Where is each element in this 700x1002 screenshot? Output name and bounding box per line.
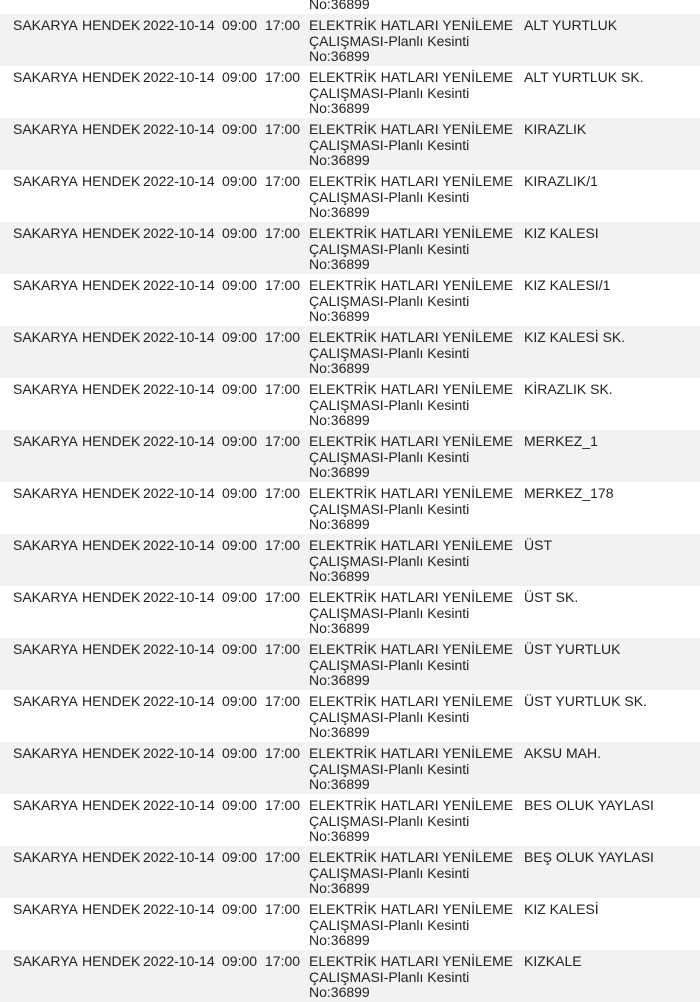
end-time-cell: 17:00 — [265, 953, 301, 969]
reason-line-1: ELEKTRİK HATLARI YENİLEME — [309, 121, 514, 137]
table-row — [0, 534, 700, 586]
date-cell: 2022-10-14 — [143, 17, 215, 33]
end-time-cell: 17:00 — [265, 849, 301, 865]
end-time-cell: 17:00 — [265, 641, 301, 657]
reason-line-2: ÇALIŞMASI-Planlı Kesinti — [309, 136, 470, 153]
location-cell: ÜST SK. — [524, 589, 579, 605]
location-cell: ÜST YURTLUK SK. — [524, 693, 647, 709]
start-time-cell: 09:00 — [222, 69, 258, 85]
province-cell: SAKARYA — [13, 277, 78, 293]
reason-line-2: ÇALIŞMASI-Planlı Kesinti — [309, 84, 470, 101]
end-time-cell: 17:00 — [265, 589, 301, 605]
province-cell: SAKARYA — [13, 329, 78, 345]
reason-line-2: ÇALIŞMASI-Planlı Kesinti — [309, 916, 470, 933]
reason-line-3: No:36899 — [309, 360, 370, 377]
province-cell: SAKARYA — [13, 589, 78, 605]
reason-line-3: No:36899 — [309, 828, 370, 845]
district-cell: HENDEK — [82, 17, 141, 33]
reason-cell — [309, 0, 514, 13]
table-row — [0, 898, 700, 950]
end-time-cell: 17:00 — [265, 537, 301, 553]
table-row — [0, 586, 700, 638]
location-cell: MERKEZ_1 — [524, 433, 598, 449]
reason-line-3: No:36899 — [309, 620, 370, 637]
reason-line-2: ÇALIŞMASI-Planlı Kesinti — [309, 656, 470, 673]
district-cell: HENDEK — [82, 797, 141, 813]
reason-line-1: ELEKTRİK HATLARI YENİLEME — [309, 277, 514, 293]
reason-line-2: ÇALIŞMASI-Planlı Kesinti — [309, 760, 470, 777]
location-cell: KIZ KALESI/1 — [524, 277, 611, 293]
reason-line-1: ELEKTRİK HATLARI YENİLEME — [309, 641, 514, 657]
reason-cell — [309, 798, 514, 845]
reason-cell — [309, 538, 514, 585]
reason-line-2: ÇALIŞMASI-Planlı Kesinti — [309, 344, 470, 361]
reason-line-3: No:36899 — [309, 48, 370, 65]
date-cell: 2022-10-14 — [143, 693, 215, 709]
start-time-cell: 09:00 — [222, 433, 258, 449]
reason-cell — [309, 278, 514, 325]
location-cell: KIZKALE — [524, 953, 582, 969]
province-cell: SAKARYA — [13, 537, 78, 553]
start-time-cell: 09:00 — [222, 745, 258, 761]
location-cell: KİRAZLIK SK. — [524, 381, 613, 397]
reason-line-1: ELEKTRİK HATLARI YENİLEME — [309, 225, 514, 241]
reason-cell — [309, 746, 514, 793]
date-cell: 2022-10-14 — [143, 953, 215, 969]
reason-line-3: No:36899 — [309, 152, 370, 169]
province-cell: SAKARYA — [13, 797, 78, 813]
reason-cell — [309, 850, 514, 897]
province-cell: SAKARYA — [13, 849, 78, 865]
location-cell: KIZ KALESI — [524, 225, 599, 241]
province-cell: SAKARYA — [13, 745, 78, 761]
table-row-partial — [0, 0, 700, 14]
start-time-cell: 09:00 — [222, 797, 258, 813]
reason-line-1: ELEKTRİK HATLARI YENİLEME — [309, 745, 514, 761]
location-cell: MERKEZ_178 — [524, 485, 614, 501]
reason-cell — [309, 486, 514, 533]
end-time-cell: 17:00 — [265, 901, 301, 917]
reason-line-2: ÇALIŞMASI-Planlı Kesinti — [309, 240, 470, 257]
reason-cell — [309, 330, 514, 377]
district-cell: HENDEK — [82, 641, 141, 657]
table-row — [0, 222, 700, 274]
reason-line-2: ÇALIŞMASI-Planlı Kesinti — [309, 292, 470, 309]
reason-line-2: ÇALIŞMASI-Planlı Kesinti — [309, 32, 470, 49]
district-cell: HENDEK — [82, 849, 141, 865]
location-cell: BEŞ OLUK YAYLASI — [524, 849, 654, 865]
reason-line-3: No:36899 — [309, 308, 370, 325]
district-cell: HENDEK — [82, 433, 141, 449]
end-time-cell: 17:00 — [265, 381, 301, 397]
province-cell: SAKARYA — [13, 121, 78, 137]
province-cell: SAKARYA — [13, 901, 78, 917]
start-time-cell: 09:00 — [222, 953, 258, 969]
province-cell: SAKARYA — [13, 641, 78, 657]
end-time-cell: 17:00 — [265, 69, 301, 85]
reason-line-3: No:36899 — [309, 724, 370, 741]
reason-line-3: No:36899 — [309, 256, 370, 273]
reason-line-1: ELEKTRİK HATLARI YENİLEME — [309, 485, 514, 501]
reason-cell — [309, 174, 514, 221]
province-cell: SAKARYA — [13, 693, 78, 709]
reason-line-3: No:36899 — [309, 412, 370, 429]
province-cell: SAKARYA — [13, 17, 78, 33]
table-row — [0, 742, 700, 794]
district-cell: HENDEK — [82, 901, 141, 917]
end-time-cell: 17:00 — [265, 121, 301, 137]
reason-line-1: ELEKTRİK HATLARI YENİLEME — [309, 537, 514, 553]
end-time-cell: 17:00 — [265, 225, 301, 241]
reason-cell — [309, 382, 514, 429]
table-row — [0, 14, 700, 66]
end-time-cell: 17:00 — [265, 173, 301, 189]
table-row — [0, 378, 700, 430]
district-cell: HENDEK — [82, 745, 141, 761]
reason-line-1: ELEKTRİK HATLARI YENİLEME — [309, 589, 514, 605]
date-cell: 2022-10-14 — [143, 173, 215, 189]
start-time-cell: 09:00 — [222, 589, 258, 605]
district-cell: HENDEK — [82, 693, 141, 709]
location-cell: ÜST — [524, 537, 552, 553]
reason-line-1: ELEKTRİK HATLARI YENİLEME — [309, 173, 514, 189]
start-time-cell: 09:00 — [222, 277, 258, 293]
start-time-cell: 09:00 — [222, 173, 258, 189]
district-cell: HENDEK — [82, 173, 141, 189]
location-cell: ALT YURTLUK SK. — [524, 69, 644, 85]
end-time-cell: 17:00 — [265, 277, 301, 293]
date-cell: 2022-10-14 — [143, 641, 215, 657]
province-cell: SAKARYA — [13, 485, 78, 501]
district-cell: HENDEK — [82, 329, 141, 345]
reason-line-3: No:36899 — [309, 464, 370, 481]
reason-line-3: No:36899 — [309, 568, 370, 585]
date-cell: 2022-10-14 — [143, 433, 215, 449]
start-time-cell: 09:00 — [222, 381, 258, 397]
reason-line-3: No:36899 — [309, 776, 370, 793]
reason-line-3: No:36899 — [309, 932, 370, 949]
reason-line-1: ELEKTRİK HATLARI YENİLEME — [309, 797, 514, 813]
start-time-cell: 09:00 — [222, 121, 258, 137]
table-row — [0, 170, 700, 222]
district-cell: HENDEK — [82, 485, 141, 501]
start-time-cell: 09:00 — [222, 225, 258, 241]
end-time-cell: 17:00 — [265, 17, 301, 33]
date-cell: 2022-10-14 — [143, 121, 215, 137]
reason-line-2: ÇALIŞMASI-Planlı Kesinti — [309, 708, 470, 725]
reason-cell — [309, 434, 514, 481]
start-time-cell: 09:00 — [222, 693, 258, 709]
start-time-cell: 09:00 — [222, 17, 258, 33]
table-row — [0, 638, 700, 690]
district-cell: HENDEK — [82, 69, 141, 85]
province-cell: SAKARYA — [13, 953, 78, 969]
district-cell: HENDEK — [82, 537, 141, 553]
location-cell: ALT YURTLUK — [524, 17, 618, 33]
reason-cell — [309, 642, 514, 689]
reason-line-1: ELEKTRİK HATLARI YENİLEME — [309, 849, 514, 865]
start-time-cell: 09:00 — [222, 641, 258, 657]
province-cell: SAKARYA — [13, 433, 78, 449]
date-cell: 2022-10-14 — [143, 225, 215, 241]
reason-line-2: ÇALIŞMASI-Planlı Kesinti — [309, 812, 470, 829]
location-cell: KIZ KALESİ SK. — [524, 329, 626, 345]
province-cell: SAKARYA — [13, 69, 78, 85]
district-cell: HENDEK — [82, 589, 141, 605]
end-time-cell: 17:00 — [265, 329, 301, 345]
date-cell: 2022-10-14 — [143, 537, 215, 553]
reason-line-2: ÇALIŞMASI-Planlı Kesinti — [309, 552, 470, 569]
location-cell: KIZ KALESİ — [524, 901, 599, 917]
reason-line-2: ÇALIŞMASI-Planlı Kesinti — [309, 500, 470, 517]
reason-line-1: ELEKTRİK HATLARI YENİLEME — [309, 17, 514, 33]
reason-line-3: No:36899 — [309, 0, 370, 13]
reason-line-2: ÇALIŞMASI-Planlı Kesinti — [309, 604, 470, 621]
reason-cell — [309, 590, 514, 637]
table-row — [0, 66, 700, 118]
table-row — [0, 794, 700, 846]
reason-line-3: No:36899 — [309, 204, 370, 221]
date-cell: 2022-10-14 — [143, 329, 215, 345]
table-row — [0, 482, 700, 534]
reason-line-3: No:36899 — [309, 984, 370, 1001]
reason-line-3: No:36899 — [309, 880, 370, 897]
table-row — [0, 430, 700, 482]
district-cell: HENDEK — [82, 121, 141, 137]
reason-line-2: ÇALIŞMASI-Planlı Kesinti — [309, 968, 470, 985]
start-time-cell: 09:00 — [222, 849, 258, 865]
table-row — [0, 690, 700, 742]
reason-cell — [309, 226, 514, 273]
district-cell: HENDEK — [82, 225, 141, 241]
end-time-cell: 17:00 — [265, 797, 301, 813]
table-row — [0, 846, 700, 898]
end-time-cell: 17:00 — [265, 433, 301, 449]
table-row — [0, 274, 700, 326]
province-cell: SAKARYA — [13, 173, 78, 189]
reason-line-1: ELEKTRİK HATLARI YENİLEME — [309, 69, 514, 85]
reason-line-3: No:36899 — [309, 672, 370, 689]
date-cell: 2022-10-14 — [143, 901, 215, 917]
date-cell: 2022-10-14 — [143, 381, 215, 397]
reason-line-3: No:36899 — [309, 100, 370, 117]
reason-line-1: ELEKTRİK HATLARI YENİLEME — [309, 329, 514, 345]
district-cell: HENDEK — [82, 953, 141, 969]
reason-cell — [309, 18, 514, 65]
reason-line-3: No:36899 — [309, 516, 370, 533]
reason-cell — [309, 902, 514, 949]
table-body — [0, 14, 700, 1002]
end-time-cell: 17:00 — [265, 745, 301, 761]
location-cell: AKSU MAH. — [524, 745, 602, 761]
start-time-cell: 09:00 — [222, 329, 258, 345]
reason-line-2: ÇALIŞMASI-Planlı Kesinti — [309, 864, 470, 881]
table-row — [0, 118, 700, 170]
end-time-cell: 17:00 — [265, 693, 301, 709]
reason-line-1: ELEKTRİK HATLARI YENİLEME — [309, 901, 514, 917]
date-cell: 2022-10-14 — [143, 485, 215, 501]
date-cell: 2022-10-14 — [143, 69, 215, 85]
reason-line-2: ÇALIŞMASI-Planlı Kesinti — [309, 188, 470, 205]
location-cell: KIRAZLIK/1 — [524, 173, 598, 189]
reason-line-1: ELEKTRİK HATLARI YENİLEME — [309, 953, 514, 969]
date-cell: 2022-10-14 — [143, 589, 215, 605]
reason-cell — [309, 954, 514, 1001]
location-cell: ÜST YURTLUK — [524, 641, 621, 657]
end-time-cell: 17:00 — [265, 485, 301, 501]
start-time-cell: 09:00 — [222, 901, 258, 917]
reason-cell — [309, 122, 514, 169]
location-cell: KIRAZLIK — [524, 121, 587, 137]
reason-line-1: ELEKTRİK HATLARI YENİLEME — [309, 693, 514, 709]
province-cell: SAKARYA — [13, 381, 78, 397]
start-time-cell: 09:00 — [222, 537, 258, 553]
date-cell: 2022-10-14 — [143, 277, 215, 293]
province-cell: SAKARYA — [13, 225, 78, 241]
start-time-cell: 09:00 — [222, 485, 258, 501]
reason-line-1: ELEKTRİK HATLARI YENİLEME — [309, 381, 514, 397]
date-cell: 2022-10-14 — [143, 745, 215, 761]
reason-line-1: ELEKTRİK HATLARI YENİLEME — [309, 433, 514, 449]
date-cell: 2022-10-14 — [143, 797, 215, 813]
table-row — [0, 326, 700, 378]
district-cell: HENDEK — [82, 381, 141, 397]
date-cell: 2022-10-14 — [143, 849, 215, 865]
reason-cell — [309, 694, 514, 741]
reason-line-2: ÇALIŞMASI-Planlı Kesinti — [309, 396, 470, 413]
table-row — [0, 950, 700, 1002]
location-cell: BES OLUK YAYLASI — [524, 797, 654, 813]
district-cell: HENDEK — [82, 277, 141, 293]
reason-line-2: ÇALIŞMASI-Planlı Kesinti — [309, 448, 470, 465]
reason-cell — [309, 70, 514, 117]
